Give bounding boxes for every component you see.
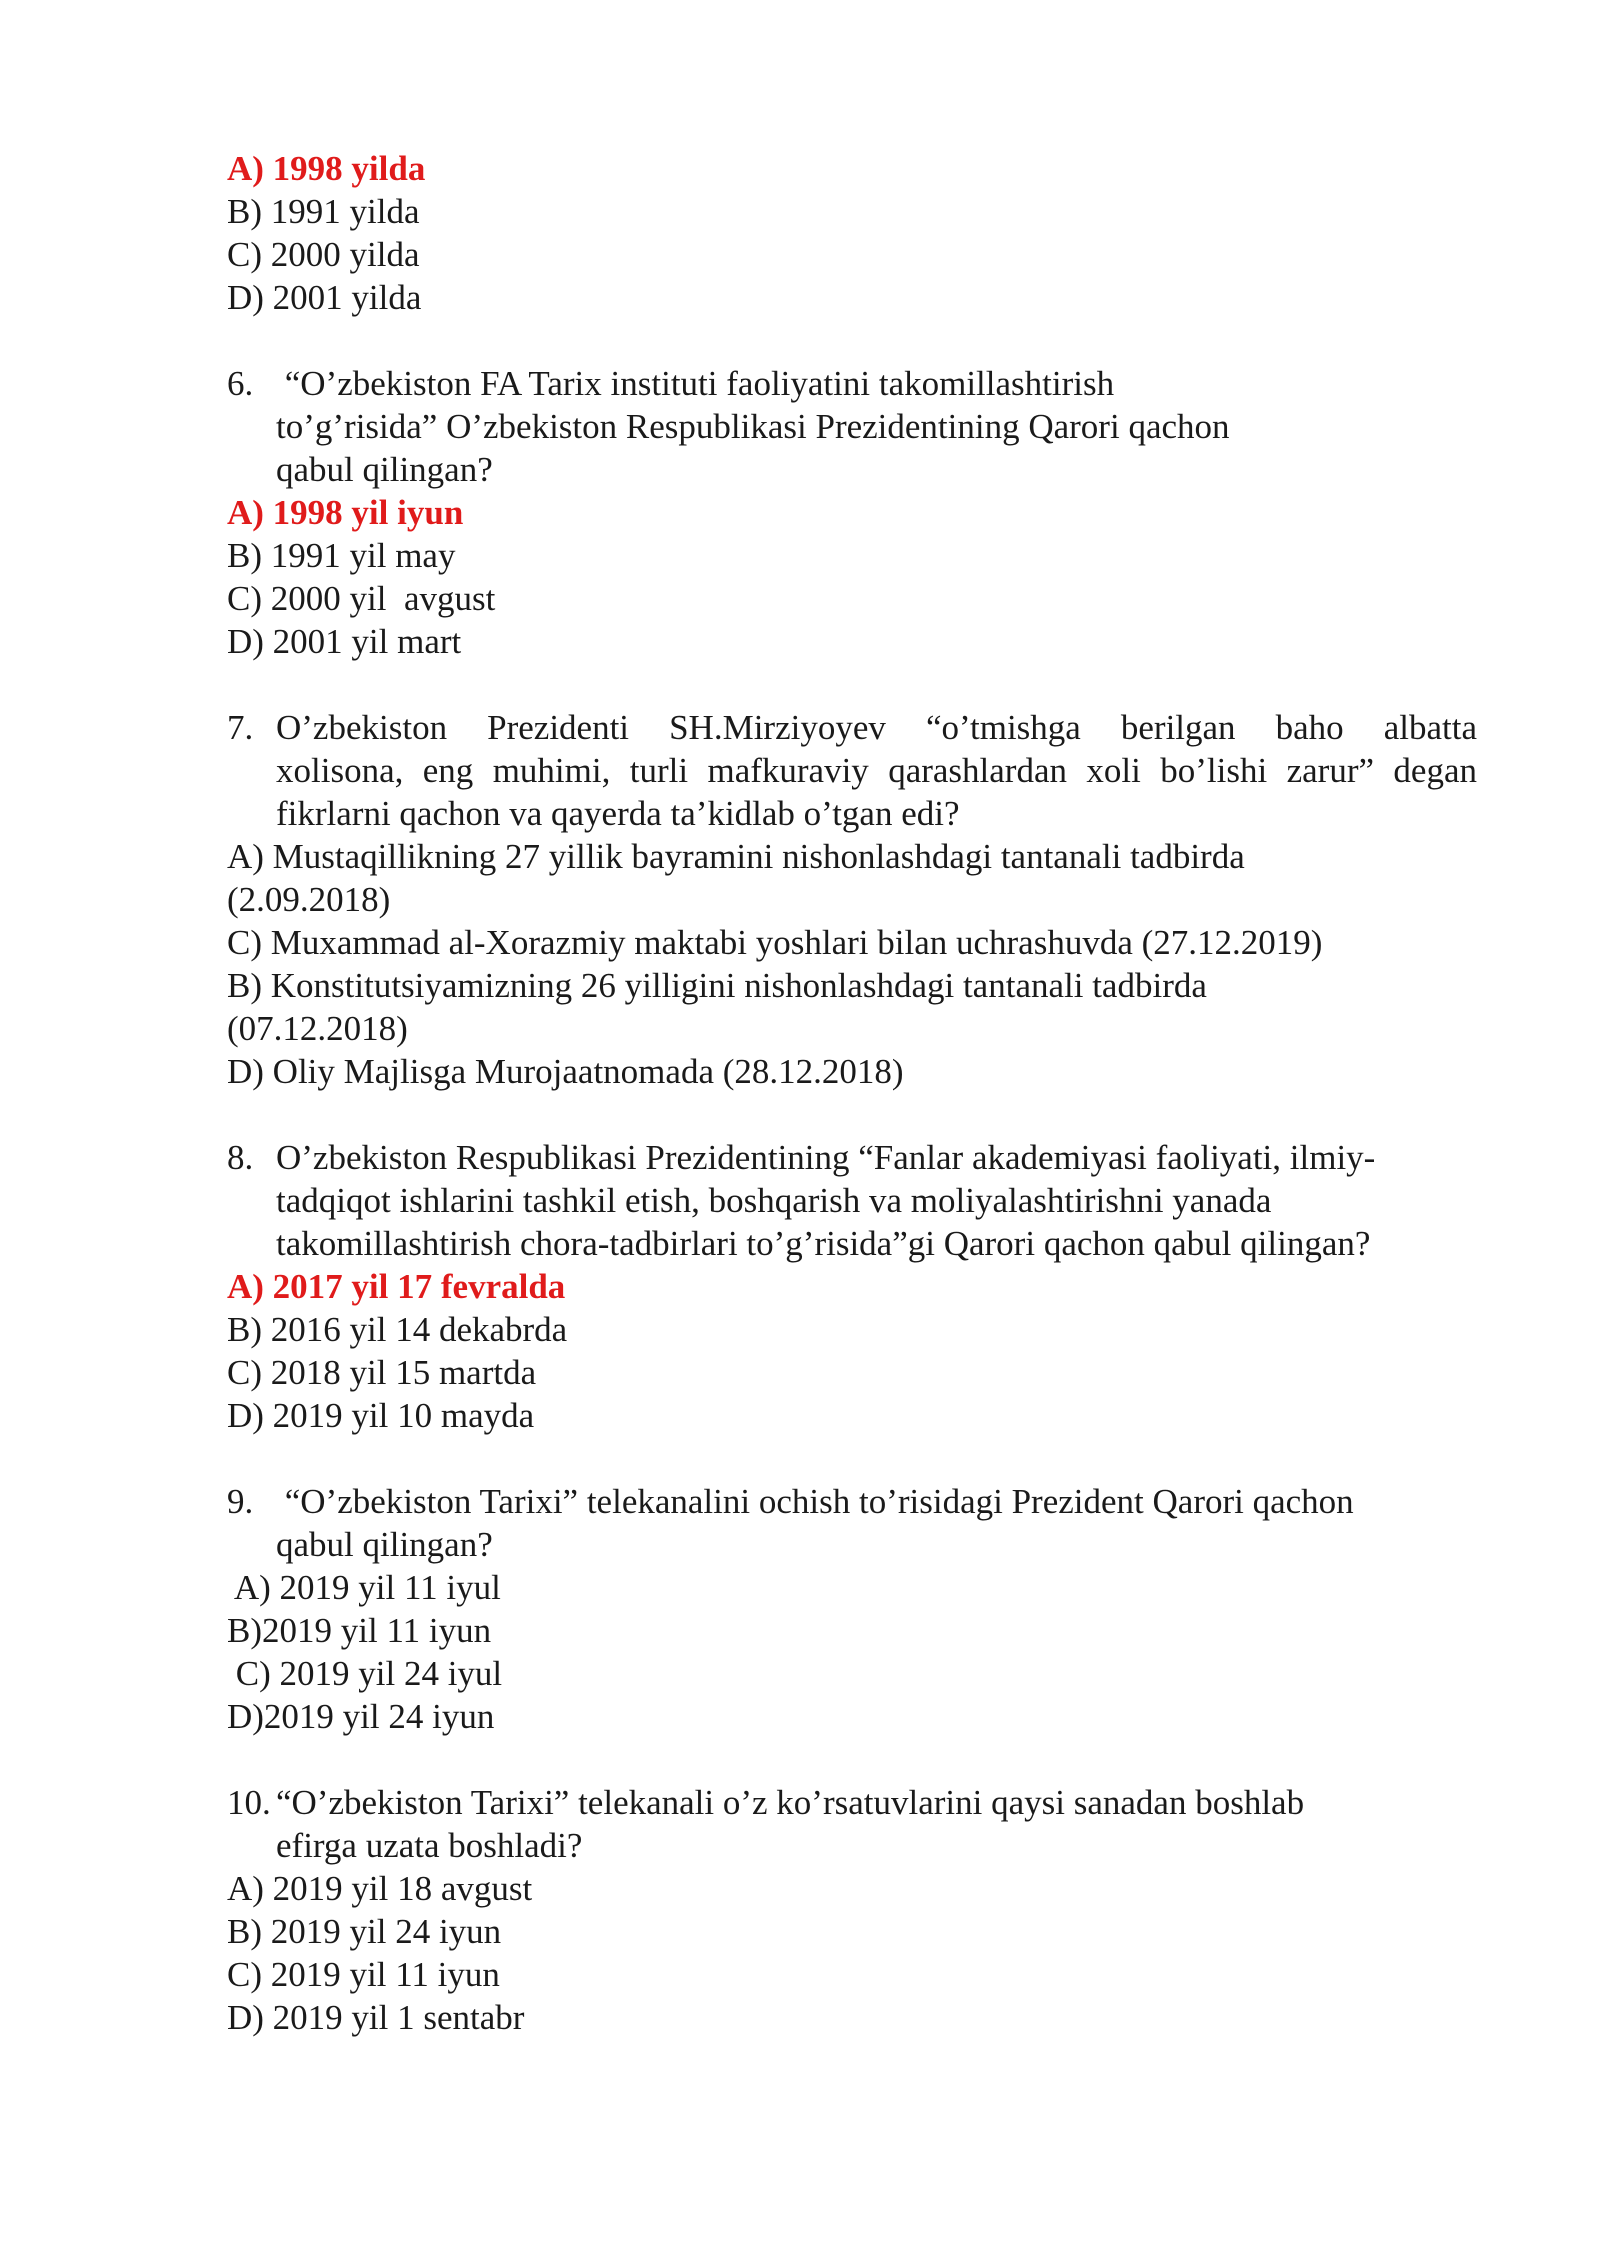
answer-option-continuation: (07.12.2018) [227,1009,408,1048]
question-line: qabul qilingan? [276,1525,493,1564]
answer-option: B) 1991 yil may [227,536,456,575]
answer-option: C) Muxammad al-Xorazmiy maktabi yoshlari bilan uchrashuvda (27.12.2019) [227,923,1323,962]
question-5-answers [227,147,1477,319]
answer-option: D) Oliy Majlisga Murojaatnomada (28.12.2018) [227,1052,904,1091]
answer-option-correct: A) 2017 yil 17 fevralda [227,1267,566,1306]
question-line: O’zbekiston Respublikasi Prezidentining “Fanlar akademiyasi faoliyati, ilmiy- [276,1138,1376,1177]
question-line: qabul qilingan? [276,450,493,489]
question-line: xolisona, eng muhimi, turli mafkuraviy qarashlardan xoli bo’lishi zarur” degan [276,751,1477,790]
question-line: O’zbekiston Prezidenti SH.Mirziyoyev “o’tmishga berilgan baho albatta [276,708,1477,747]
question-number: 6. [227,364,254,403]
question-line: “O’zbekiston FA Tarix instituti faoliyatini takomillashtirish [276,364,1115,403]
answer-option: D) 2001 yil mart [227,622,462,661]
answer-option: B) 2019 yil 24 iyun [227,1912,502,1951]
answer-option: C) 2019 yil 24 iyul [227,1654,503,1693]
question-number: 10. [227,1783,271,1822]
answer-option: C) 2019 yil 11 iyun [227,1955,500,1994]
answer-option: C) 2018 yil 15 martda [227,1353,537,1392]
answer-option-continuation: (2.09.2018) [227,880,391,919]
question-10-text [227,1781,1477,1867]
question-8-text [227,1136,1477,1265]
answer-option: A) Mustaqillikning 27 yillik bayramini nishonlashdagi tantanali tadbirda [227,837,1245,876]
question-line: tadqiqot ishlarini tashkil etish, boshqarish va moliyalashtirishni yanada [276,1181,1272,1220]
question-line: takomillashtirish chora-tadbirlari to’g’risida”gi Qarori qachon qabul qilingan? [276,1224,1371,1263]
answer-option: D)2019 yil 24 iyun [227,1697,495,1736]
answer-option-correct: A) 1998 yilda [227,149,426,188]
question-6 [227,362,1477,663]
document-page [227,147,1477,2039]
answer-option: B)2019 yil 11 iyun [227,1611,492,1650]
answer-option: B) Konstitutsiyamizning 26 yilligini nishonlashdagi tantanali tadbirda [227,966,1207,1005]
question-7-text [227,706,1477,835]
question-9 [227,1480,1477,1738]
question-line: “O’zbekiston Tarixi” telekanali o’z ko’rsatuvlarini qaysi sanadan boshlab [276,1783,1305,1822]
answer-option: B) 1991 yilda [227,192,420,231]
question-line: efirga uzata boshladi? [276,1826,583,1865]
answer-option: D) 2001 yilda [227,278,422,317]
question-line: “O’zbekiston Tarixi” telekanalini ochish to’risidagi Prezident Qarori qachon [276,1482,1354,1521]
answer-option-correct: A) 1998 yil iyun [227,493,464,532]
question-7 [227,706,1477,1093]
question-8 [227,1136,1477,1437]
answer-option: A) 2019 yil 18 avgust [227,1869,533,1908]
question-number: 8. [227,1138,254,1177]
question-10 [227,1781,1477,2039]
question-number: 9. [227,1482,254,1521]
answer-option: D) 2019 yil 10 mayda [227,1396,535,1435]
question-number: 7. [227,708,254,747]
question-9-text [227,1480,1477,1566]
question-line: to’g’risida” O’zbekiston Respublikasi Prezidentining Qarori qachon [276,407,1230,446]
answer-option: B) 2016 yil 14 dekabrda [227,1310,568,1349]
answer-option: A) 2019 yil 11 iyul [227,1568,501,1607]
answer-option: C) 2000 yil avgust [227,579,496,618]
question-6-text [227,362,1477,491]
question-line: fikrlarni qachon va qayerda ta’kidlab o’tgan edi? [276,794,960,833]
answer-option: C) 2000 yilda [227,235,420,274]
answer-option: D) 2019 yil 1 sentabr [227,1998,525,2037]
